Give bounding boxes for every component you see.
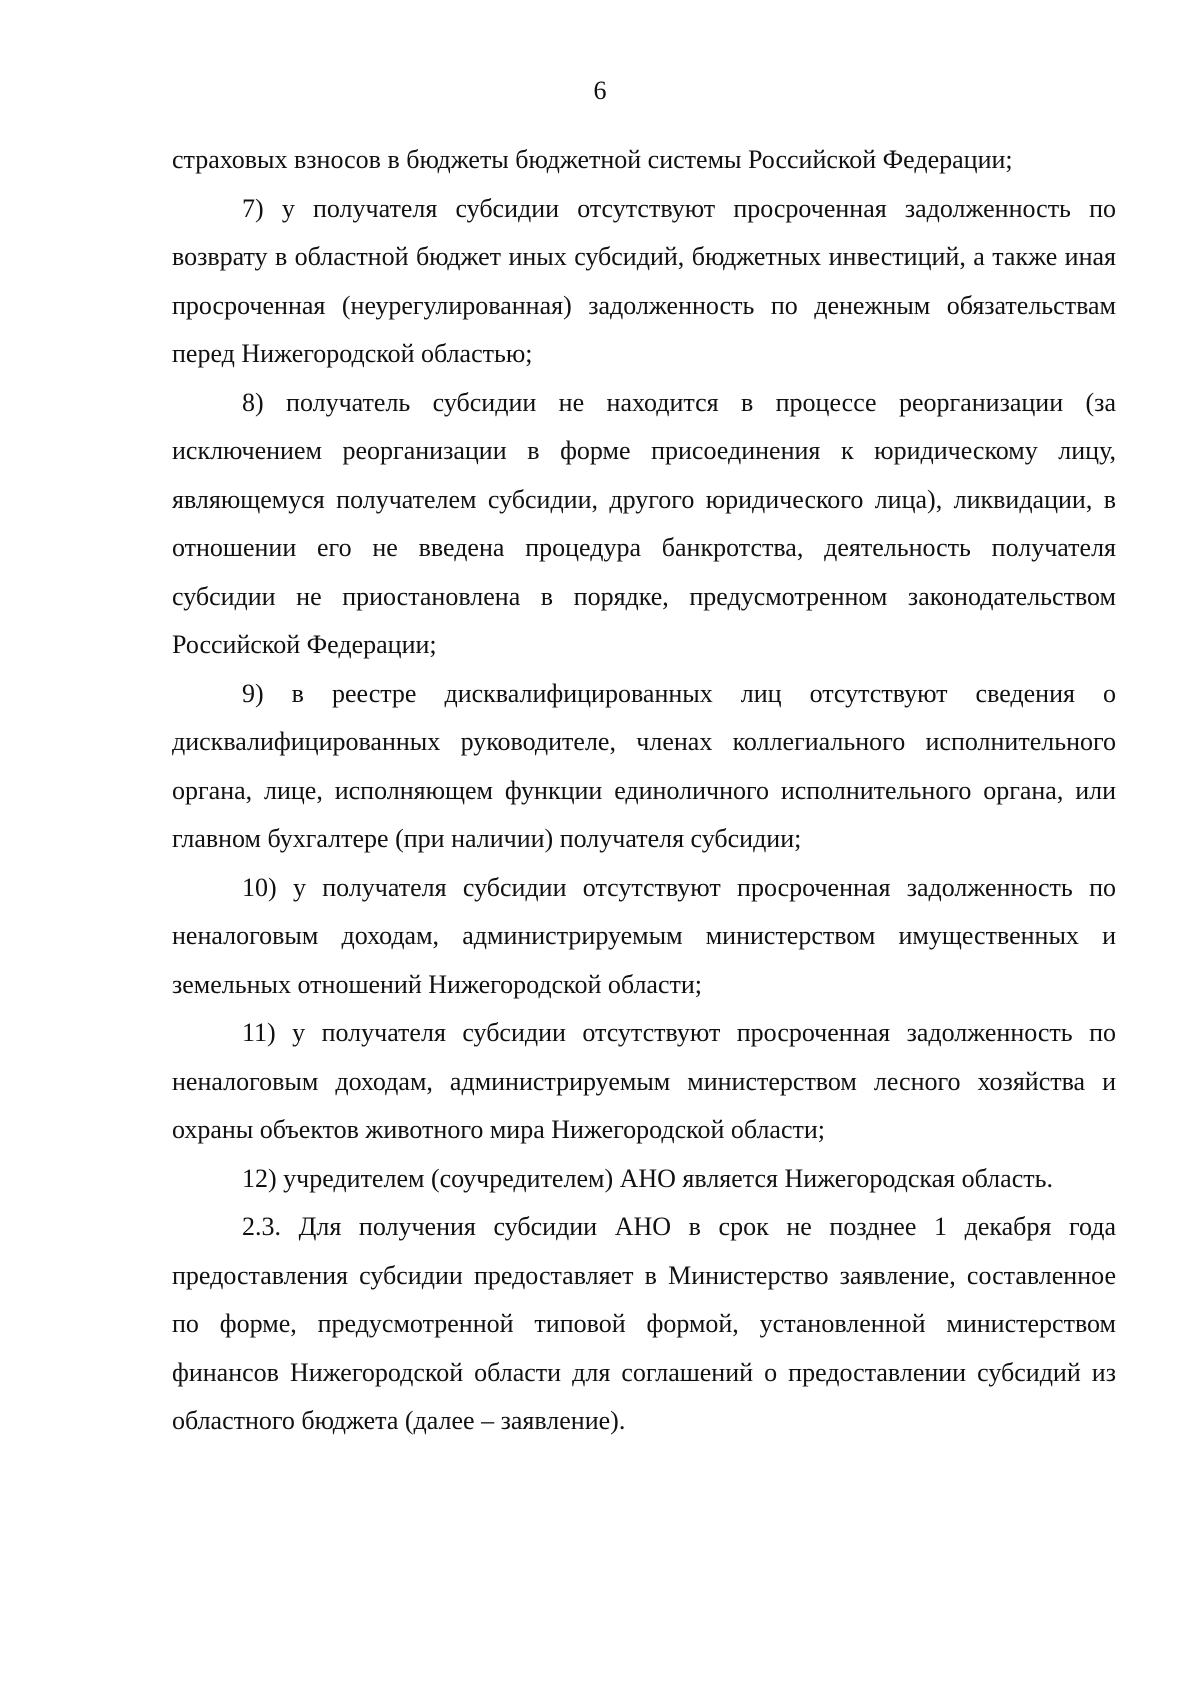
paragraph-item-10: 10) у получателя субсидии отсутствуют просроченная задолженность по неналоговым доходам, администрируемым министерством имущественных и земельных отношений Нижегородской области; — [172, 872, 1116, 999]
paragraph-item-9: 9) в реестре дисквалифицированных лиц отсутствуют сведения о дисквалифицированных руководителе, членах коллегиального исполнительного органа, лице, исполняющем функции единоличного исполнительного органа, или главном бухгалтере (при наличии) получателя субсидии; — [172, 678, 1116, 853]
paragraph-continuation: страховых взносов в бюджеты бюджетной системы Российской Федерации; — [172, 145, 1013, 174]
paragraph-item-7: 7) у получателя субсидии отсутствуют просроченная задолженность по возврату в областной бюджет иных субсидий, бюджетных инвестиций, а также иная просроченная (неурегулированная) задолженность по денежным обязательствам перед Нижегородской областью; — [172, 193, 1116, 368]
paragraph-item-12: 12) учредителем (соучредителем) АНО является Нижегородская область. — [242, 1163, 1053, 1193]
page-number: 6 — [593, 76, 607, 105]
paragraph-item-8: 8) получатель субсидии не находится в процессе реорганизации (за исключением реорганизации в форме присоединения к юридическому лицу, являющемуся получателем субсидии, другого юридического лица), ликвидации, в отношении его не введена процедура банкротства, деятельность получателя субсидии не приостановлена в порядке, предусмотренном законодательством Российской Федерации; — [172, 387, 1116, 659]
document-body — [172, 136, 1116, 1446]
paragraph-section-2-3: 2.3. Для получения субсидии АНО в срок не позднее 1 декабря года предоставления субсидии предоставляет в Министерство заявление, составленное по форме, предусмотренной типовой формой, установленной министерством финансов Нижегородской области для соглашений о предоставлении субсидий из областного бюджета (далее – заявление). — [172, 1212, 1116, 1435]
paragraph-item-11: 11) у получателя субсидии отсутствуют просроченная задолженность по неналоговым доходам, администрируемым министерством лесного хозяйства и охраны объектов животного мира Нижегородской области; — [172, 1018, 1116, 1144]
